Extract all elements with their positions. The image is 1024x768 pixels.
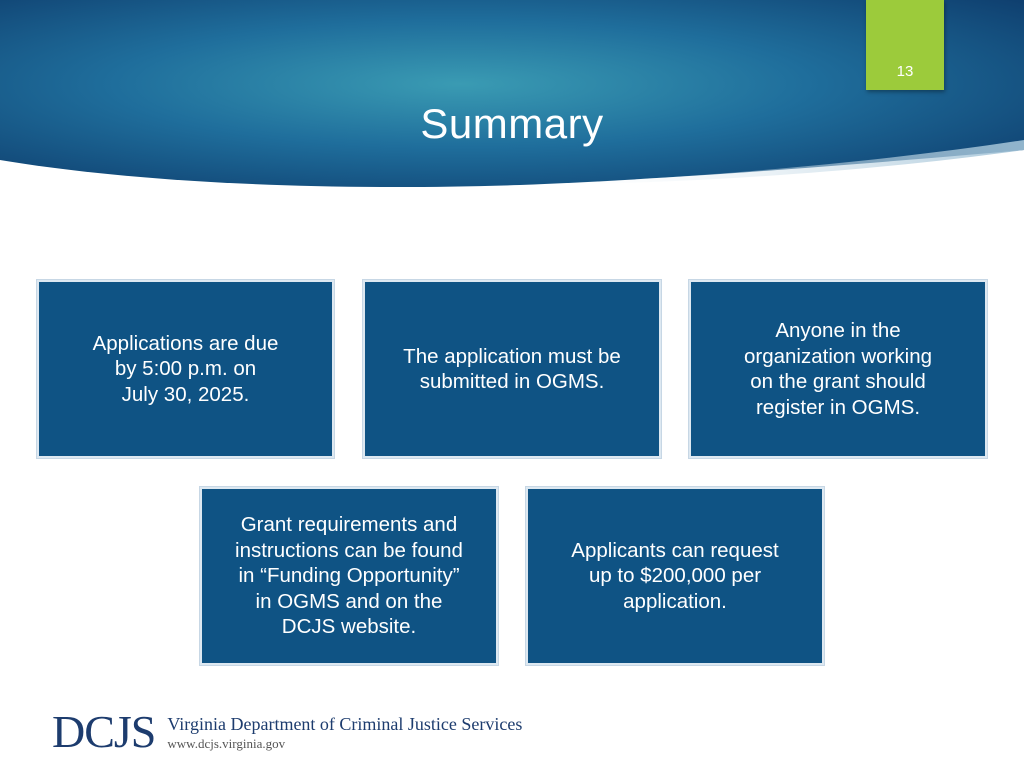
slide-number-tab: [866, 0, 944, 90]
summary-box-text: Applicants can request up to $200,000 per application.: [571, 538, 779, 613]
summary-box-requirements: [200, 487, 498, 665]
organization-url: www.dcjs.virginia.gov: [167, 735, 286, 751]
summary-box-text: The application must be submitted in OGMS.: [403, 344, 621, 393]
logo-text: [167, 713, 522, 752]
summary-box-deadline: [37, 280, 334, 458]
logo-mark: DCJS: [52, 706, 156, 757]
organization-name: Virginia Department of Criminal Justice Services: [167, 713, 523, 734]
dcjs-logo: [52, 708, 522, 756]
summary-box-text: Anyone in the organization working on the grant should register in OGMS.: [743, 319, 933, 419]
summary-box-submission: [363, 280, 661, 458]
slide-title: Summary: [420, 100, 604, 147]
summary-box-registration: [689, 280, 987, 458]
summary-box-text: Applications are due by 5:00 p.m. on July 30, 2025.: [92, 331, 279, 406]
summary-box-text: Grant requirements and instructions can be found in “Funding Opportunity” in OGMS and on the DCJS website.: [235, 513, 463, 639]
slide-number: 13: [896, 63, 914, 80]
summary-box-funding-amount: [526, 487, 824, 665]
